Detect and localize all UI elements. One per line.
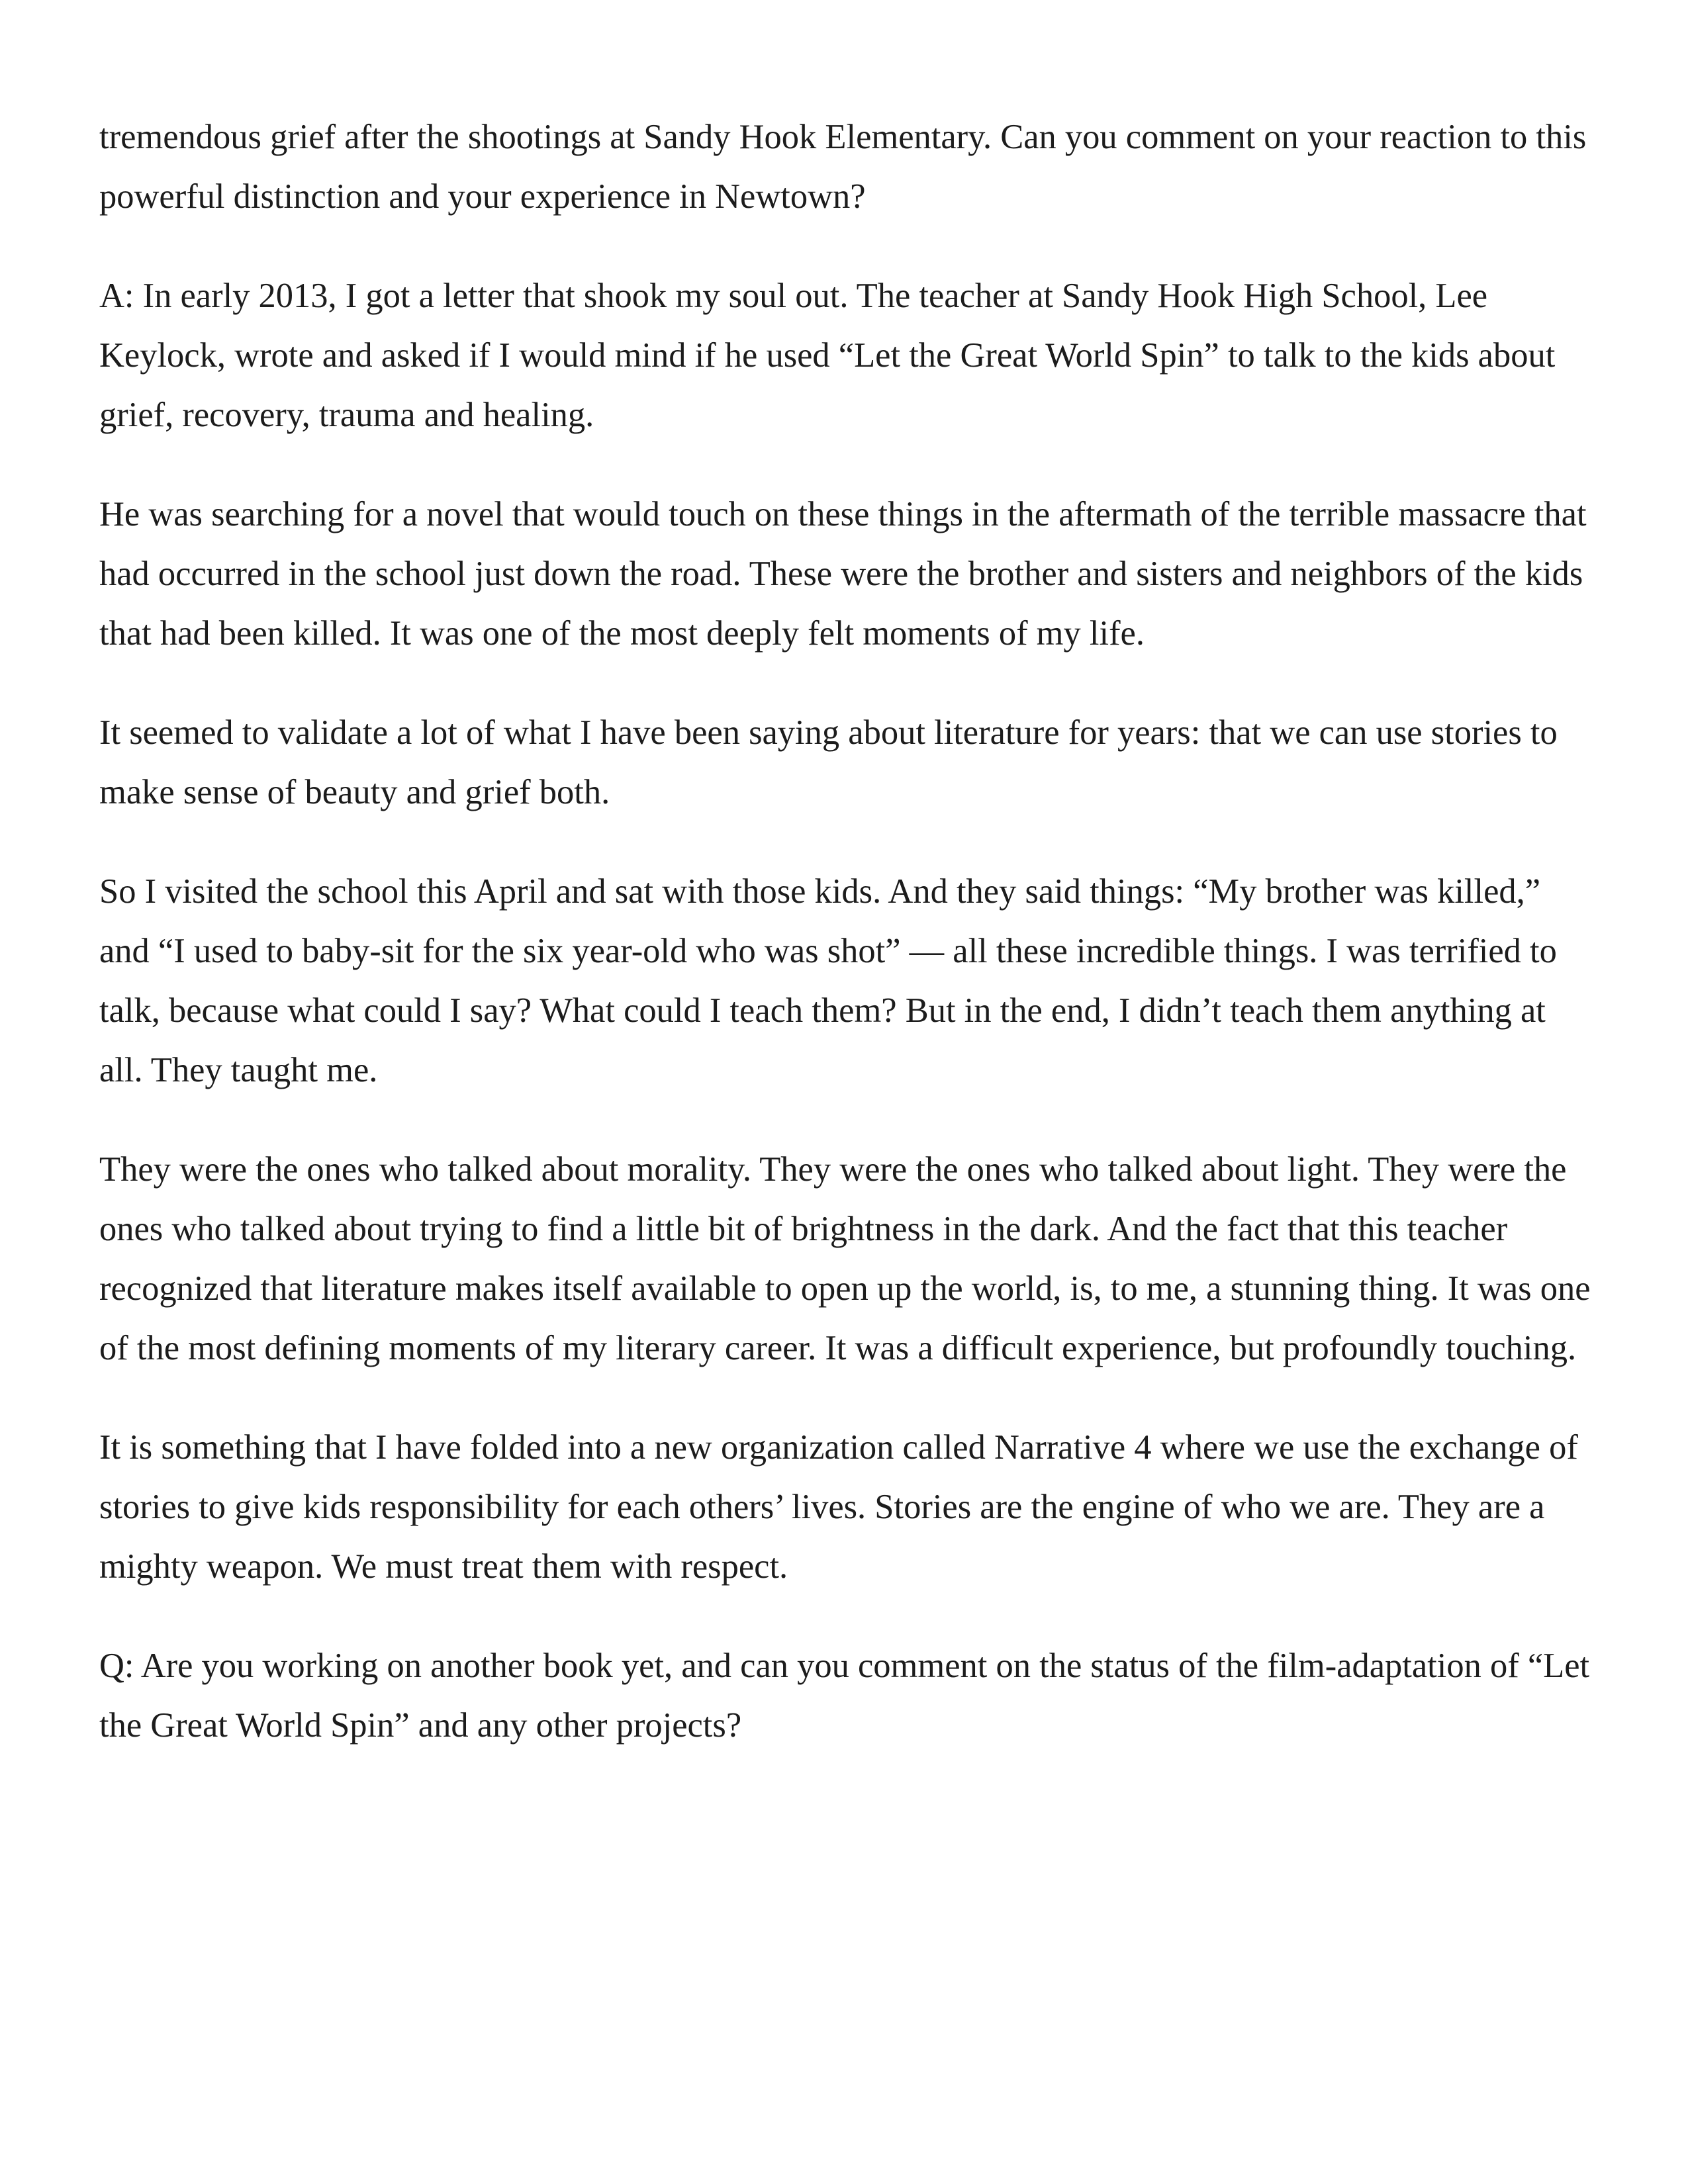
document-page	[99, 107, 1595, 1795]
paragraph-narrative-4: It is something that I have folded into a new organization called Narrative 4 where we use the exchange of stories to give kids responsibility for each others’ lives. Stories are the engine of who we are. They are a mighty weapon. We must treat them with respect.	[99, 1428, 1578, 1586]
paragraph-answer-letter: A: In early 2013, I got a letter that shook my soul out. The teacher at Sandy Hook High School, Lee Keylock, wrote and asked if I would mind if he used “Let the Great World Spin” to talk to the kids about grief, recovery, trauma and healing.	[99, 277, 1556, 434]
paragraph-validate-literature: It seemed to validate a lot of what I have been saying about literature for years: that we can use stories to make sense of beauty and grief both.	[99, 713, 1558, 811]
paragraph-school-visit: So I visited the school this April and sat with those kids. And they said things: “My brother was killed,” and “I used to baby-sit for the six year-old who was shot” — all these incredible things. I was terrified to talk, because what could I say? What could I teach them? But in the end, I didn’t teach them anything at all. They taught me.	[99, 872, 1557, 1089]
paragraph-novel-search: He was searching for a novel that would touch on these things in the aftermath of the terrible massacre that had occurred in the school just down the road. These were the brother and sisters and neighbors of the kids that had been killed. It was one of the most deeply felt moments of my life.	[99, 495, 1587, 653]
paragraph-question-continued: tremendous grief after the shootings at Sandy Hook Elementary. Can you comment on your reaction to this powerful distinction and your experience in Newtown?	[99, 118, 1587, 216]
paragraph-question-next-book: Q: Are you working on another book yet, and can you comment on the status of the film-adaptation of “Let the Great World Spin” and any other projects?	[99, 1647, 1590, 1745]
paragraph-morality-light: They were the ones who talked about morality. They were the ones who talked about light. They were the ones who talked about trying to find a little bit of brightness in the dark. And the fact that this teacher recognized that literature makes itself available to open up the world, is, to me, a stunning thing. It was one of the most defining moments of my literary career. It was a difficult experience, but profoundly touching.	[99, 1150, 1591, 1367]
